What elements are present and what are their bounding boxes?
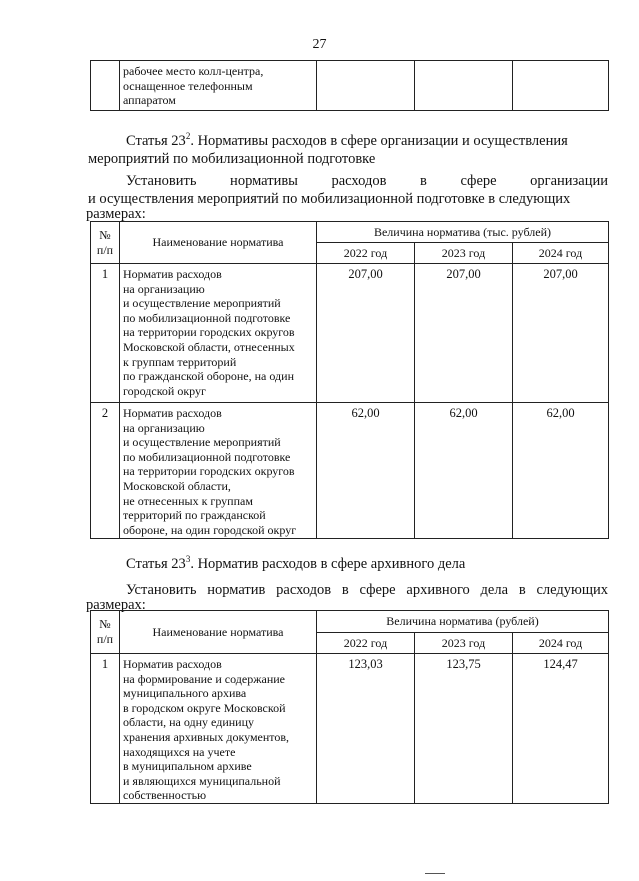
header-year: 2024 год [513,633,609,654]
cell-line: оснащенное телефонным [123,78,253,93]
cell-line: на организацию [123,420,205,435]
cell-line: на формирование и содержание [123,671,285,686]
row-value: 207,00 [317,264,415,403]
header-year: 2023 год [415,243,513,264]
header-num-line: № [99,617,111,631]
cell-line: обороне, на один городской округ [123,522,297,537]
cell-line: Норматив расходов [123,406,222,420]
cell-line: области, на одну единицу [123,715,255,730]
paragraph-line: и осуществления мероприятий по мобилизационной подготовке в следующих [88,191,571,207]
table-cell [415,61,513,111]
page-number: 27 [312,37,327,52]
cell-line: на организацию [123,281,205,296]
article-23-3-heading [88,550,608,573]
header-name: Наименование норматива [120,611,317,654]
row-value: 62,00 [415,403,513,539]
article-23-2-heading [88,127,608,168]
table-row [91,654,609,804]
row-name [120,264,317,403]
header-year: 2024 год [513,243,609,264]
article-title-line: . Нормативы расходов в сфере организации и осуществления [190,132,568,149]
header-value-group: Величина норматива (тыс. рублей) [317,222,609,243]
row-num: 1 [91,654,120,804]
mobilization-table [90,221,609,539]
paragraph-line: Установить норматив расходов в сфере архивного дела в следующих [126,582,608,598]
table-cell [513,61,609,111]
row-value: 207,00 [415,264,513,403]
cell-line: по гражданской обороне, на один [123,369,294,384]
header-year: 2023 год [415,633,513,654]
row-name [120,654,317,804]
cell-line: находящихся на учете [123,744,236,759]
archive-table [90,610,609,804]
cell-line: на территории городских округов [123,325,295,340]
cell-line: территорий по гражданской [123,508,266,523]
article-prefix: Статья 23 [126,132,186,149]
header-num [91,222,120,264]
paragraph-line: Установить нормативы расходов в сфере организации [126,173,608,189]
row-value: 62,00 [317,403,415,539]
table-row [91,61,609,111]
table-header-row [91,222,609,243]
table-row [91,264,609,403]
table-cell [91,61,120,111]
continued-table [90,60,609,111]
scan-mark [425,873,445,874]
cell-line: и осуществление мероприятий [123,296,281,311]
cell-line: хранения архивных документов, [123,729,290,744]
cell-line: городской округ [123,383,206,398]
paragraph-line: размерах: [86,206,146,222]
cell-line: по мобилизационной подготовке [123,310,291,325]
row-num: 2 [91,403,120,539]
cell-line: Московской области, [123,478,231,493]
cell-line: к группам территорий [123,354,237,369]
cell-line: собственностью [123,788,207,803]
table-cell-name [120,61,317,111]
header-num [91,611,120,654]
cell-line: аппаратом [123,93,176,108]
cell-line: рабочее место колл-центра, [123,64,264,78]
cell-line: Московской области, отнесенных [123,339,295,354]
header-value-group: Величина норматива (рублей) [317,611,609,633]
row-num: 1 [91,264,120,403]
row-value: 62,00 [513,403,609,539]
cell-line: и являющихся муниципальной [123,773,281,788]
header-num-line: № [99,227,111,242]
row-value: 123,75 [415,654,513,804]
row-value: 124,47 [513,654,609,804]
row-name [120,403,317,539]
header-year: 2022 год [317,243,415,264]
table-cell [317,61,415,111]
table-header-row [91,611,609,633]
article-23-3-paragraph [88,581,608,611]
header-name: Наименование норматива [120,222,317,264]
cell-line: на территории городских округов [123,464,295,479]
cell-line: по мобилизационной подготовке [123,449,291,464]
table-row [91,403,609,539]
cell-line: Норматив расходов [123,657,222,671]
paragraph-line: размерах: [86,597,146,613]
cell-line: и осуществление мероприятий [123,435,281,450]
header-num-line: п/п [96,242,114,257]
cell-line: не отнесенных к группам [123,493,253,508]
article-title-line: . Норматив расходов в сфере архивного дела [190,555,466,572]
cell-line: в муниципальном архиве [123,759,252,774]
article-prefix: Статья 23 [126,555,186,572]
cell-line: Норматив расходов [123,267,222,281]
header-num-line: п/п [96,632,114,646]
row-value: 123,03 [317,654,415,804]
article-23-2-paragraph [88,172,608,220]
row-value: 207,00 [513,264,609,403]
cell-line: муниципального архива [123,686,247,701]
article-sup: 3 [185,554,191,564]
cell-line: в городском округе Московской [123,700,286,715]
article-title-line: мероприятий по мобилизационной подготовке [88,150,376,167]
article-sup: 2 [185,131,191,141]
header-year: 2022 год [317,633,415,654]
